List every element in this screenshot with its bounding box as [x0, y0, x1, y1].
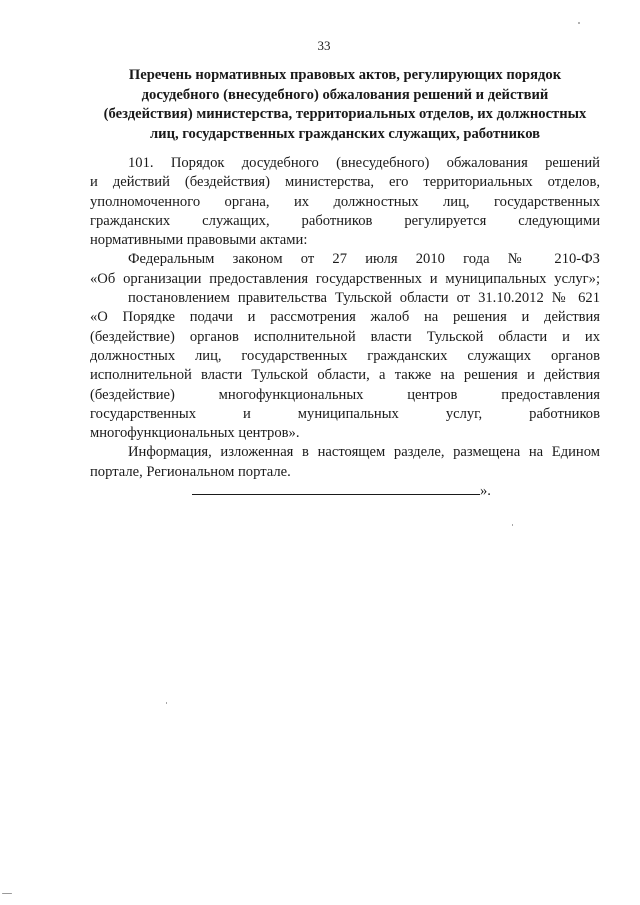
body-text: [90, 154, 600, 482]
paragraph-line: должностных лиц, государственных гражданских служащих органов: [90, 347, 600, 364]
paragraph-line: государственных и муниципальных услуг, работников: [90, 405, 600, 422]
paragraph-line: «Об организации предоставления государственных и муниципальных услуг»;: [90, 270, 600, 287]
heading-line: досудебного (внесудебного) обжалования решений и действий: [141, 86, 549, 103]
paragraph-line: (бездействие) многофункциональных центров предоставления: [90, 386, 600, 403]
heading-line: (бездействия) министерства, территориальных отделов, их должностных: [103, 106, 587, 122]
paragraph-line: многофункциональных центров».: [90, 425, 300, 442]
paragraph-line: исполнительной власти Тульской области, а также на решения и действия: [90, 367, 600, 384]
paragraph-line: гражданских служащих, работников регулируется следующими: [90, 212, 600, 229]
paragraph-line: и действий (бездействия) министерства, его территориальных отделов,: [90, 174, 600, 191]
paragraph-line: «О Порядке подачи и рассмотрения жалоб на решения и действия: [90, 309, 600, 326]
section-heading: [90, 66, 600, 144]
page-number: 33: [317, 38, 331, 53]
scan-speck: [166, 702, 167, 704]
paragraph-line: постановлением правительства Тульской области от 31.10.2012 № 621: [128, 290, 600, 307]
scan-speck: [578, 22, 580, 24]
signature-rule: [192, 482, 480, 495]
closing-mark: ».: [480, 483, 491, 499]
closing-line: [192, 482, 491, 500]
paragraph-line: портале, Региональном портале.: [90, 463, 291, 480]
paragraph-line: Федеральным законом от 27 июля 2010 года № 210-ФЗ: [128, 251, 600, 268]
paragraph-line: (бездействие) органов исполнительной власти Тульской области и их: [90, 328, 600, 345]
heading-line: Перечень нормативных правовых актов, регулирующих порядок: [128, 67, 562, 83]
scan-speck: [2, 893, 12, 894]
heading-line: лиц, государственных гражданских служащих, работников: [149, 125, 541, 142]
scan-speck: [512, 524, 513, 526]
paragraph-line: уполномоченного органа, их должностных лиц, государственных: [90, 193, 600, 210]
paragraph-line: нормативными правовыми актами:: [90, 232, 308, 249]
paragraph-line: 101. Порядок досудебного (внесудебного) обжалования решений: [128, 155, 600, 171]
paragraph-line: Информация, изложенная в настоящем разделе, размещена на Едином: [128, 444, 600, 461]
